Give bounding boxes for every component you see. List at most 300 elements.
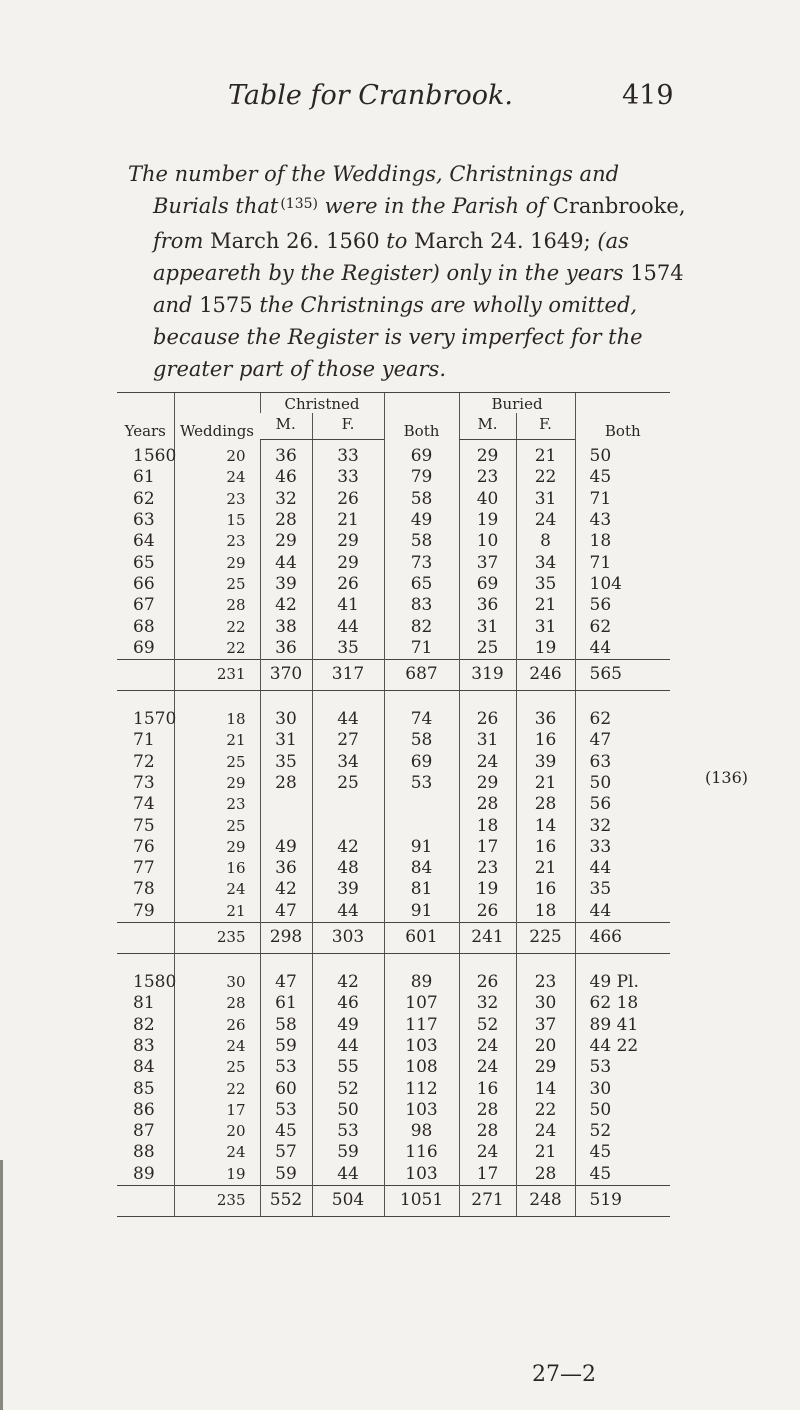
intro-year: 1575 [199, 293, 253, 317]
table-cell: 23 [174, 489, 260, 510]
table-cell: 298 [260, 922, 312, 953]
table-cell: 370 [260, 659, 312, 690]
table-cell: 25 [459, 638, 516, 660]
table-cell: 39 [516, 752, 575, 773]
table-cell: 24 [459, 1142, 516, 1163]
table-cell: 47 [575, 730, 670, 751]
table-cell: 35 [312, 638, 384, 660]
table-cell: 28 [260, 773, 312, 794]
table-cell: 36 [260, 638, 312, 660]
table-cell: 18 [575, 531, 670, 552]
table-cell: 63 [133, 510, 155, 531]
table-cell: 303 [312, 922, 384, 953]
table-cell: 26 [312, 489, 384, 510]
table-cell: 44 [312, 901, 384, 923]
table-cell: 30 [516, 993, 575, 1014]
table-cell: 21 [312, 510, 384, 531]
col-buried: Buried [459, 393, 575, 414]
table-cell: 91 [384, 901, 459, 923]
table-cell: 49 [312, 1015, 384, 1036]
table-cell: 89 [384, 966, 459, 993]
table-cell: 49 [260, 837, 312, 858]
table-cell: 19 [459, 879, 516, 900]
table-cell: 42 [312, 837, 384, 858]
table-cell: 504 [312, 1185, 384, 1216]
table-cell: 28 [516, 1164, 575, 1186]
table-cell: 29 [260, 531, 312, 552]
table-cell: 67 [133, 595, 155, 616]
table-cell: 32 [260, 489, 312, 510]
table-cell: 47 [260, 966, 312, 993]
table-cell: 29 [174, 773, 260, 794]
table-row [117, 1121, 670, 1142]
table-row [117, 1036, 670, 1057]
table-cell: 25 [174, 574, 260, 595]
spacer-cell [384, 953, 459, 966]
table-cell: 14 [516, 1078, 575, 1099]
table-cell: 24 [174, 1142, 260, 1163]
table-spacer [117, 953, 670, 966]
table-row [117, 1142, 670, 1163]
table-cell: 21 [174, 730, 260, 751]
table-cell: 59 [260, 1164, 312, 1186]
table-cell: 58 [384, 730, 459, 751]
intro-year: 1574 [630, 261, 684, 285]
table-cell: 104 [575, 574, 670, 595]
table-cell: 58 [384, 489, 459, 510]
table-cell: 552 [260, 1185, 312, 1216]
table-cell [312, 794, 384, 815]
table-row [117, 993, 670, 1014]
intro-place: Cranbrooke, [552, 194, 686, 218]
table-cell: 62 [575, 616, 670, 637]
table-cell: 62 [575, 703, 670, 730]
table-cell: 21 [516, 1142, 575, 1163]
table-cell: 62 18 [575, 993, 670, 1014]
table-row [117, 1015, 670, 1036]
spacer-cell [117, 953, 174, 966]
table-cell: 44 [312, 703, 384, 730]
table-cell: 53 [384, 773, 459, 794]
table-cell: 89 [133, 1163, 155, 1184]
table-cell: 24 [174, 467, 260, 488]
margin-ref-136: (136) [705, 768, 749, 787]
intro-text: were in the Parish of [324, 194, 547, 218]
table-cell: 15 [174, 510, 260, 531]
table-cell: 50 [312, 1100, 384, 1121]
table-cell: 59 [312, 1142, 384, 1163]
table-cell: 1570 [133, 709, 177, 730]
col-years: Years [117, 393, 174, 440]
intro-text: (as appeareth by the Register) only in the years [153, 229, 629, 285]
table-cell: 83 [384, 595, 459, 616]
table-row [117, 574, 670, 595]
table-cell: 63 [575, 752, 670, 773]
table-cell: 8 [516, 531, 575, 552]
table-cell: 69 [384, 440, 459, 468]
table-cell: 35 [575, 879, 670, 900]
table-cell: 43 [575, 510, 670, 531]
table-cell: 49 [384, 510, 459, 531]
table-cell: 44 [575, 638, 670, 660]
table-cell: 22 [516, 1100, 575, 1121]
table-cell: 81 [384, 879, 459, 900]
table-cell: 23 [459, 467, 516, 488]
table-cell: 56 [575, 794, 670, 815]
table-cell: 45 [575, 467, 670, 488]
intro-text: to [386, 229, 408, 253]
table-cell: 45 [260, 1121, 312, 1142]
table-cell: 241 [459, 922, 516, 953]
table-cell: 77 [133, 858, 155, 879]
intro-date: March 26. 1560 [210, 229, 380, 253]
spacer-cell [516, 690, 575, 703]
table-total-row [117, 1185, 670, 1216]
table-cell: 65 [133, 552, 155, 573]
table-cell: 61 [260, 993, 312, 1014]
table-cell: 16 [516, 879, 575, 900]
table-cell: 116 [384, 1142, 459, 1163]
table-cell: 31 [459, 730, 516, 751]
table-cell: 83 [133, 1035, 155, 1056]
table-cell: 28 [260, 510, 312, 531]
table-cell [117, 922, 174, 953]
table-cell: 18 [459, 815, 516, 836]
table-cell: 16 [459, 1078, 516, 1099]
table-cell: 26 [459, 966, 516, 993]
table-row [117, 616, 670, 637]
table-cell: 78 [133, 879, 155, 900]
table-cell: 16 [516, 837, 575, 858]
table-cell: 65 [384, 574, 459, 595]
table-cell: 52 [459, 1015, 516, 1036]
table-cell: 17 [459, 1164, 516, 1186]
table-cell: 40 [459, 489, 516, 510]
table-cell: 235 [174, 1185, 260, 1216]
table-cell: 31 [459, 616, 516, 637]
table-cell: 24 [459, 1057, 516, 1078]
table-cell: 21 [516, 595, 575, 616]
table-cell: 53 [260, 1100, 312, 1121]
table-cell: 36 [459, 595, 516, 616]
spacer-cell [117, 690, 174, 703]
table-cell: 1580 [133, 972, 177, 993]
table-cell: 44 [312, 1036, 384, 1057]
table-cell: 33 [575, 837, 670, 858]
table-row [117, 595, 670, 616]
table-row [117, 510, 670, 531]
spacer-cell [174, 953, 260, 966]
table-cell: 29 [516, 1057, 575, 1078]
table-cell: 231 [174, 659, 260, 690]
table-cell: 22 [516, 467, 575, 488]
table-cell: 91 [384, 837, 459, 858]
table-cell: 66 [133, 573, 155, 594]
table-cell: 103 [384, 1100, 459, 1121]
table-cell: 235 [174, 922, 260, 953]
table-cell: 24 [174, 879, 260, 900]
spacer-cell [459, 953, 516, 966]
table-spacer [117, 690, 670, 703]
table-cell: 31 [516, 616, 575, 637]
table-cell: 28 [516, 794, 575, 815]
table-cell: 23 [174, 794, 260, 815]
table-cell: 26 [459, 901, 516, 923]
table-cell: 16 [174, 858, 260, 879]
table-cell: 75 [133, 815, 155, 836]
table-cell: 76 [133, 836, 155, 857]
table-cell: 248 [516, 1185, 575, 1216]
spacer-cell [312, 690, 384, 703]
table-cell: 36 [260, 440, 312, 468]
page-number: 419 [622, 80, 674, 111]
table-cell: 29 [459, 440, 516, 468]
table-cell: 28 [174, 595, 260, 616]
table-cell: 74 [384, 703, 459, 730]
table-cell: 24 [516, 510, 575, 531]
table-cell: 103 [384, 1164, 459, 1186]
table-row [117, 552, 670, 573]
table-row [117, 752, 670, 773]
table-cell: 33 [312, 440, 384, 468]
table-row [117, 815, 670, 836]
table-cell: 38 [260, 616, 312, 637]
table-row [117, 489, 670, 510]
table-cell: 27 [312, 730, 384, 751]
table-cell: 21 [516, 440, 575, 468]
register-table [117, 392, 670, 1217]
table-cell: 17 [174, 1100, 260, 1121]
table-cell: 29 [459, 773, 516, 794]
table-cell: 42 [260, 879, 312, 900]
table-cell: 23 [174, 531, 260, 552]
table-cell: 29 [312, 531, 384, 552]
table-cell [384, 794, 459, 815]
table-cell [312, 815, 384, 836]
table-row [117, 858, 670, 879]
table-cell: 18 [174, 703, 260, 730]
margin-ref-135: (135) [280, 196, 318, 212]
table-cell: 68 [133, 616, 155, 637]
table-cell: 319 [459, 659, 516, 690]
table-cell: 26 [174, 1015, 260, 1036]
table-cell: 49 Pl. [575, 966, 670, 993]
table-cell: 44 [575, 858, 670, 879]
table-cell: 601 [384, 922, 459, 953]
table-cell: 29 [174, 552, 260, 573]
table-row [117, 1100, 670, 1121]
table-cell: 79 [133, 900, 155, 921]
table-cell: 30 [575, 1078, 670, 1099]
intro-text: the Christnings are wholly omitted, because the Register is very imperfect for the greater part of those years. [153, 293, 643, 381]
table-cell [260, 794, 312, 815]
table-cell: 29 [174, 837, 260, 858]
table-cell: 52 [575, 1121, 670, 1142]
table-cell: 73 [384, 552, 459, 573]
table-cell: 35 [260, 752, 312, 773]
table-cell: 29 [312, 552, 384, 573]
table-cell: 44 [575, 901, 670, 923]
table-cell: 25 [174, 1057, 260, 1078]
table-cell: 21 [174, 901, 260, 923]
col-buried-m: M. [459, 413, 516, 440]
intro-date: March 24. 1649; [414, 229, 591, 253]
table-total-row [117, 659, 670, 690]
table-cell: 50 [575, 1100, 670, 1121]
table-cell: 79 [384, 467, 459, 488]
table-cell: 22 [174, 638, 260, 660]
table-cell: 246 [516, 659, 575, 690]
table-cell: 81 [133, 993, 155, 1014]
table-row [117, 467, 670, 488]
table-cell: 1560 [133, 445, 177, 466]
table-cell: 34 [312, 752, 384, 773]
table-row [117, 1078, 670, 1099]
table-cell: 39 [312, 879, 384, 900]
page-title: Table for Cranbrook. [228, 80, 513, 111]
table-row [117, 966, 670, 993]
table-cell: 25 [312, 773, 384, 794]
table-cell: 50 [575, 440, 670, 468]
table-cell: 46 [260, 467, 312, 488]
table-cell: 53 [575, 1057, 670, 1078]
table-cell: 23 [516, 966, 575, 993]
table-cell: 41 [312, 595, 384, 616]
col-christned-both: Both [384, 393, 459, 440]
col-christned: Christned [260, 393, 384, 414]
table-cell: 466 [575, 922, 670, 953]
table-cell: 687 [384, 659, 459, 690]
table-cell: 44 22 [575, 1036, 670, 1057]
table-row [117, 1057, 670, 1078]
table-cell: 225 [516, 922, 575, 953]
table-cell: 72 [133, 751, 155, 772]
table-cell: 21 [516, 858, 575, 879]
table-cell: 37 [516, 1015, 575, 1036]
table-cell: 57 [260, 1142, 312, 1163]
table-cell: 19 [516, 638, 575, 660]
table-cell: 36 [260, 858, 312, 879]
table-cell: 112 [384, 1078, 459, 1099]
table-cell: 35 [516, 574, 575, 595]
table-header-row [117, 393, 670, 414]
table-cell: 82 [133, 1014, 155, 1035]
table-cell: 31 [516, 489, 575, 510]
col-buried-f: F. [516, 413, 575, 440]
table-cell [384, 815, 459, 836]
spacer-cell [260, 690, 312, 703]
table-cell: 30 [260, 703, 312, 730]
table-cell: 26 [312, 574, 384, 595]
table-cell [117, 659, 174, 690]
signature-mark: 27—2 [532, 1362, 596, 1387]
table-cell: 84 [133, 1057, 155, 1078]
col-buried-both: Both [575, 393, 670, 440]
table-cell: 62 [133, 488, 155, 509]
table-row [117, 638, 670, 660]
table-cell: 19 [459, 510, 516, 531]
spacer-cell [459, 690, 516, 703]
table-cell: 107 [384, 993, 459, 1014]
table-row [117, 531, 670, 552]
table-cell: 33 [312, 467, 384, 488]
table-cell: 22 [174, 1078, 260, 1099]
table-cell: 59 [260, 1036, 312, 1057]
table-row [117, 901, 670, 923]
table-cell: 50 [575, 773, 670, 794]
table-cell: 28 [459, 794, 516, 815]
table-cell: 71 [384, 638, 459, 660]
col-christned-m: M. [260, 413, 312, 440]
table-cell: 82 [384, 616, 459, 637]
table-cell: 73 [133, 773, 155, 793]
table-cell: 47 [260, 901, 312, 923]
table-cell: 18 [516, 901, 575, 923]
table-cell: 26 [459, 703, 516, 730]
table-cell: 69 [459, 574, 516, 595]
spacer-cell [384, 690, 459, 703]
table-cell: 60 [260, 1078, 312, 1099]
table-body [117, 440, 670, 1217]
table-cell: 71 [575, 489, 670, 510]
table-cell: 22 [174, 616, 260, 637]
intro-text: and [153, 293, 193, 317]
table-row [117, 730, 670, 751]
table-cell: 19 [174, 1164, 260, 1186]
table-row [117, 794, 670, 815]
table-row [117, 837, 670, 858]
table-cell: 69 [384, 752, 459, 773]
table-cell: 55 [312, 1057, 384, 1078]
table-cell: 42 [312, 966, 384, 993]
table-cell: 53 [312, 1121, 384, 1142]
table-cell: 16 [516, 730, 575, 751]
table-cell [117, 1185, 174, 1216]
table-cell: 44 [312, 1164, 384, 1186]
table-cell: 89 41 [575, 1015, 670, 1036]
table-cell: 45 [575, 1142, 670, 1163]
spacer-cell [260, 953, 312, 966]
table-cell: 37 [459, 552, 516, 573]
table-cell: 44 [312, 616, 384, 637]
table-cell: 30 [174, 966, 260, 993]
table-cell: 86 [133, 1099, 155, 1120]
table-cell: 48 [312, 858, 384, 879]
table-cell: 25 [174, 752, 260, 773]
col-christned-f: F. [312, 413, 384, 440]
table-cell: 52 [312, 1078, 384, 1099]
spacer-cell [575, 690, 670, 703]
table-cell: 74 [133, 794, 155, 815]
table-cell: 44 [260, 552, 312, 573]
table-cell: 28 [459, 1100, 516, 1121]
table-row [117, 879, 670, 900]
spacer-cell [516, 953, 575, 966]
table-cell: 519 [575, 1185, 670, 1216]
table-cell: 58 [260, 1015, 312, 1036]
table-cell: 88 [133, 1142, 155, 1163]
table-cell: 565 [575, 659, 670, 690]
table-cell: 64 [133, 531, 155, 552]
table-cell: 20 [516, 1036, 575, 1057]
table-cell: 25 [174, 815, 260, 836]
table-cell: 271 [459, 1185, 516, 1216]
table-row [117, 440, 670, 468]
table-cell: 317 [312, 659, 384, 690]
table-cell: 21 [516, 773, 575, 794]
spacer-cell [312, 953, 384, 966]
spacer-cell [174, 690, 260, 703]
